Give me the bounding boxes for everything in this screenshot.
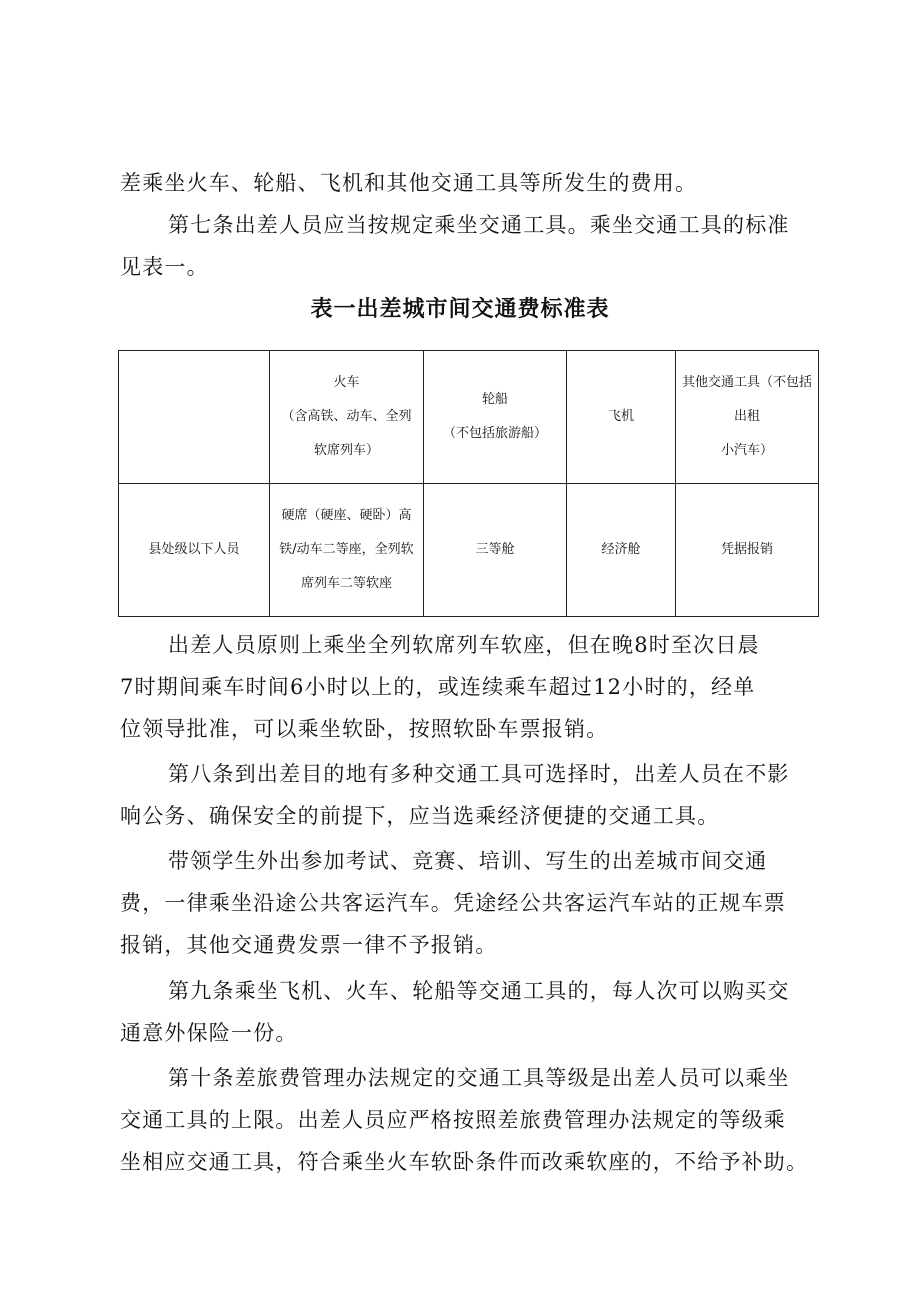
header-cell-empty bbox=[119, 351, 270, 484]
paragraph-line: 位领导批准，可以乘坐软卧，按照软卧车票报销。 bbox=[120, 717, 609, 741]
header-cell-plane bbox=[567, 351, 676, 484]
paragraph-line: 第九条乘坐飞机、火车、轮船等交通工具的，每人次可以购买交 bbox=[168, 979, 790, 1003]
paragraph-line: 差乘坐火车、轮船、飞机和其他交通工具等所发生的费用。 bbox=[120, 171, 698, 195]
paragraph-line: 7时期间乘车时间6小时以上的，或连续乘车超过12小时的，经单 bbox=[120, 675, 756, 699]
header-other-line: 小汽车） bbox=[720, 443, 773, 458]
row-train-line: 硬席（硬座、硬卧）高 bbox=[281, 508, 412, 523]
paragraph-line: 通意外保险一份。 bbox=[120, 1021, 298, 1045]
paragraph-line: 报销，其他交通费发票一律不予报销。 bbox=[120, 933, 498, 957]
row-train-cell bbox=[270, 484, 424, 617]
paragraph-line: 出差人员原则上乘坐全列软席列车软座，但在晚8时至次日晨 bbox=[168, 633, 760, 657]
paragraph-line: 第八条到出差目的地有多种交通工具可选择时，出差人员在不影 bbox=[168, 762, 790, 786]
row-ship-cell: 三等舱 bbox=[424, 484, 567, 617]
transport-fee-table bbox=[118, 350, 819, 617]
header-other-line: 其他交通工具（不包括 bbox=[681, 375, 812, 390]
header-cell-ship bbox=[424, 351, 567, 484]
paragraph-line: 带领学生外出参加考试、竞赛、培训、写生的出差城市间交通 bbox=[168, 849, 768, 873]
paragraph-line: 第十条差旅费管理办法规定的交通工具等级是出差人员可以乘坐 bbox=[168, 1066, 790, 1090]
header-ship-line: 轮船 bbox=[481, 392, 508, 407]
table-title: 表一出差城市间交通费标准表 bbox=[310, 297, 610, 322]
row-level-cell: 县处级以下人员 bbox=[119, 484, 270, 617]
table-row bbox=[119, 484, 819, 617]
header-cell-other bbox=[676, 351, 819, 484]
header-train-line: （含高铁、动车、全列 bbox=[281, 409, 412, 424]
paragraph-line: 响公务、确保安全的前提下，应当选乘经济便捷的交通工具。 bbox=[120, 804, 720, 828]
header-train-line: 火车 bbox=[333, 375, 360, 390]
header-plane-line: 飞机 bbox=[607, 409, 634, 424]
row-other-cell: 凭据报销 bbox=[676, 484, 819, 617]
paragraph-line: 费，一律乘坐沿途公共客运汽车。凭途经公共客运汽车站的正规车票 bbox=[120, 891, 786, 915]
row-train-line: 铁/动车二等座，全列软 bbox=[279, 542, 414, 557]
paragraph-line: 第七条出差人员应当按规定乘坐交通工具。乘坐交通工具的标准 bbox=[168, 213, 790, 237]
paragraph-line: 见表一。 bbox=[120, 255, 209, 279]
table-header-row bbox=[119, 351, 819, 484]
row-train-line: 席列车二等软座 bbox=[300, 576, 392, 591]
header-train-line: 软席列车） bbox=[313, 443, 379, 458]
paragraph-line: 交通工具的上限。出差人员应严格按照差旅费管理办法规定的等级乘 bbox=[120, 1108, 786, 1132]
header-other-line: 出租 bbox=[733, 409, 760, 424]
row-plane-cell: 经济舱 bbox=[567, 484, 676, 617]
header-ship-line: （不包括旅游船） bbox=[442, 426, 547, 441]
header-cell-train bbox=[270, 351, 424, 484]
paragraph-line: 坐相应交通工具，符合乘坐火车软卧条件而改乘软座的，不给予补助。 bbox=[120, 1150, 809, 1174]
